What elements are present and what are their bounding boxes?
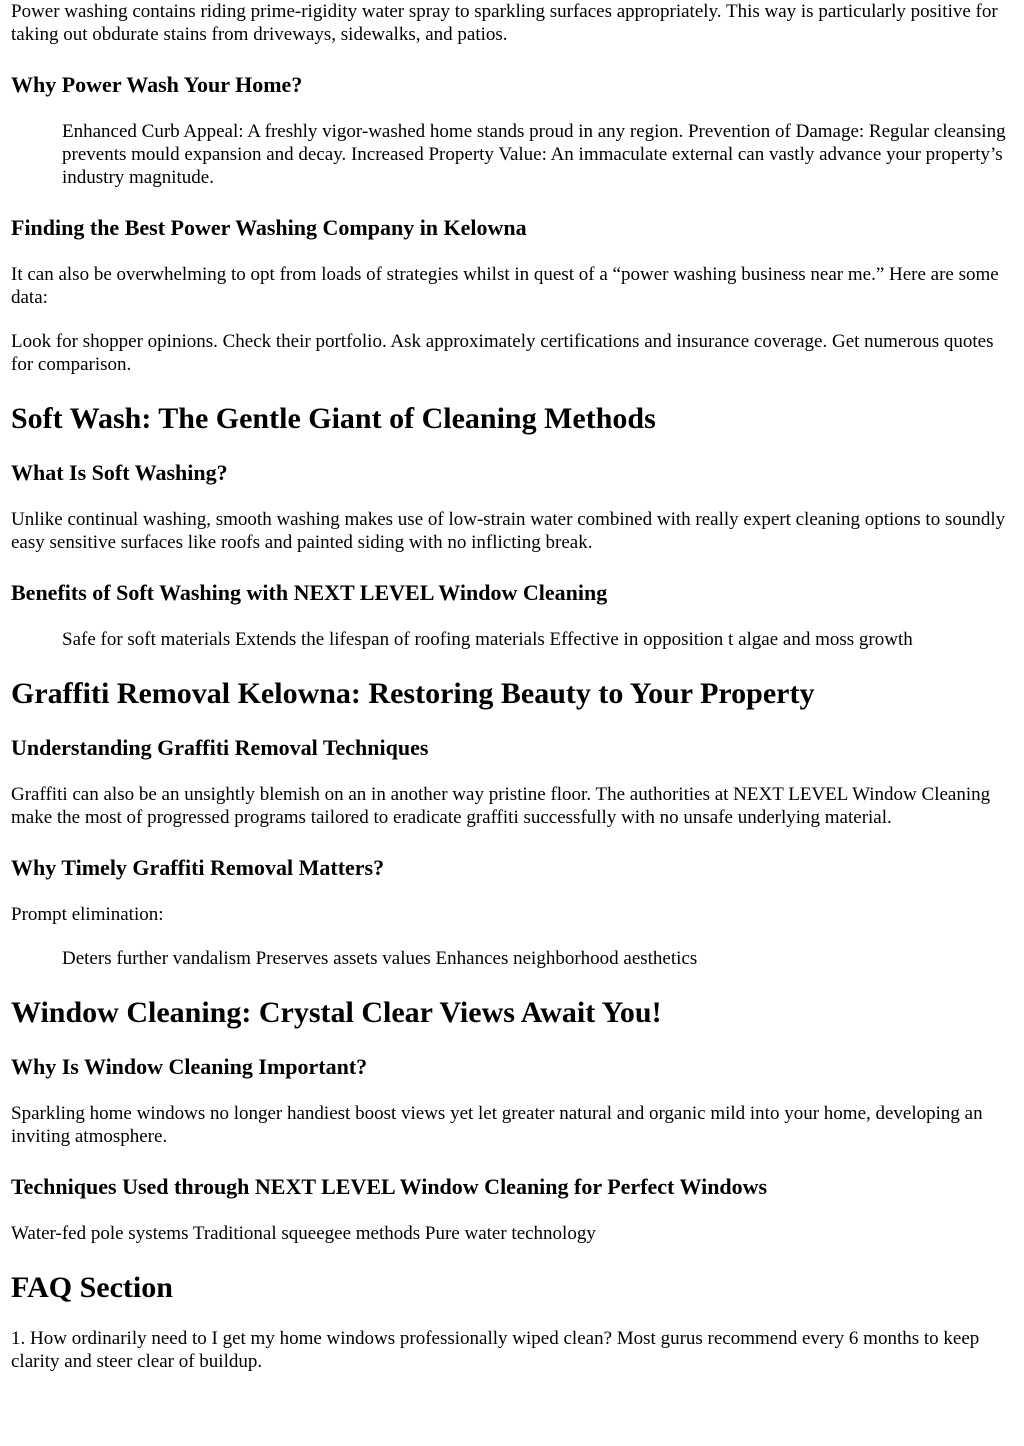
window-cleaning-importance-paragraph: Sparkling home windows no longer handiest boost views yet let greater natural and organic mild into your home, developing an inviting atmosphere. [11, 1103, 983, 1147]
what-is-soft-washing-heading: What Is Soft Washing? [11, 460, 228, 485]
finding-company-paragraph: It can also be overwhelming to opt from loads of strategies whilst in quest of a “power washing business near me.” Here are some data: [11, 264, 999, 308]
finding-company-heading: Finding the Best Power Washing Company in Kelowna [11, 215, 527, 240]
window-cleaning-techniques-paragraph: Water-fed pole systems Traditional squeegee methods Pure water technology [11, 1223, 596, 1244]
soft-wash-heading: Soft Wash: The Gentle Giant of Cleaning Methods [11, 402, 656, 435]
faq-heading: FAQ Section [11, 1271, 173, 1304]
prompt-elimination-quote: Deters further vandalism Preserves assets values Enhances neighborhood aesthetics [62, 948, 698, 969]
soft-washing-benefits-quote: Safe for soft materials Extends the lifespan of roofing materials Effective in opposition t algae and moss growth [62, 629, 913, 650]
faq-item: 1. How ordinarily need to I get my home windows professionally wiped clean? Most gurus recommend every 6 months to keep clarity and steer clear of buildup. [11, 1328, 980, 1372]
soft-washing-benefits-heading: Benefits of Soft Washing with NEXT LEVEL Window Cleaning [11, 580, 608, 605]
graffiti-techniques-paragraph: Graffiti can also be an unsightly blemish on an in another way pristine floor. The authorities at NEXT LEVEL Window Cleaning make the most of progressed programs tailored to eradicate graffiti successfully with no unsafe underlying material. [11, 784, 991, 828]
window-cleaning-importance-heading: Why Is Window Cleaning Important? [11, 1054, 368, 1079]
graffiti-removal-heading: Graffiti Removal Kelowna: Restoring Beauty to Your Property [11, 677, 815, 710]
what-is-soft-washing-paragraph: Unlike continual washing, smooth washing makes use of low-strain water combined with really expert cleaning options to soundly easy sensitive surfaces like roofs and painted siding with no inflicting break. [11, 509, 1006, 553]
why-power-wash-heading: Why Power Wash Your Home? [11, 72, 303, 97]
window-cleaning-techniques-heading: Techniques Used through NEXT LEVEL Window Cleaning for Perfect Windows [11, 1174, 768, 1199]
intro-paragraph: Power washing contains riding prime-rigidity water spray to sparkling surfaces appropriately. This way is particularly positive for taking out obdurate stains from driveways, sidewalks, and patios. [11, 1, 998, 45]
tips-paragraph: Look for shopper opinions. Check their portfolio. Ask approximately certifications and insurance coverage. Get numerous quotes for comparison. [11, 331, 994, 375]
timely-graffiti-removal-heading: Why Timely Graffiti Removal Matters? [11, 855, 385, 880]
prompt-elimination-paragraph: Prompt elimination: [11, 904, 164, 925]
window-cleaning-heading: Window Cleaning: Crystal Clear Views Await You! [11, 996, 662, 1029]
graffiti-techniques-heading: Understanding Graffiti Removal Techniques [11, 735, 429, 760]
why-power-wash-quote: Enhanced Curb Appeal: A freshly vigor-washed home stands proud in any region. Prevention of Damage: Regular cleansing prevents mould expansion and decay. Increased Property Value: An immaculate external can vastly advance your property’s industry magnitude. [62, 121, 1006, 188]
